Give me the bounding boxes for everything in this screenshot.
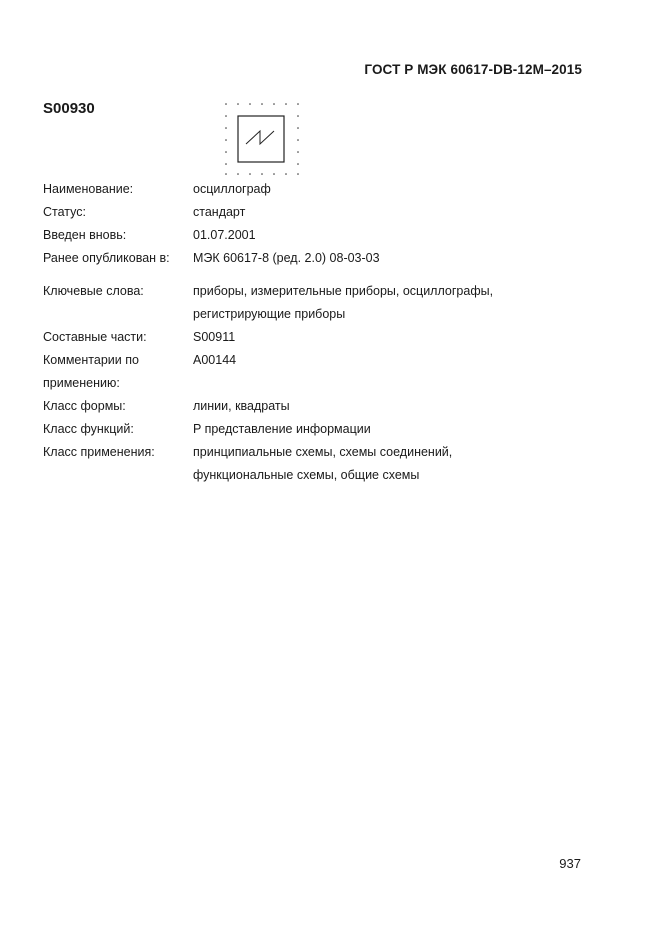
attribute-values	[193, 280, 493, 326]
attribute-values	[193, 247, 380, 270]
attribute-value: 01.07.2001	[193, 228, 256, 242]
page-number: 937	[559, 856, 581, 871]
attribute-row	[43, 418, 493, 441]
attribute-values	[193, 178, 271, 201]
attribute-row	[43, 395, 493, 418]
document-header: ГОСТ Р МЭК 60617-DB-12M–2015	[364, 62, 582, 77]
attribute-label: Класс применения:	[43, 445, 155, 459]
attribute-row	[43, 280, 493, 326]
attribute-label: применению:	[43, 376, 120, 390]
attribute-value: S00911	[193, 330, 236, 344]
attribute-values	[193, 224, 256, 247]
attribute-row	[43, 441, 493, 487]
attribute-values	[193, 349, 236, 372]
attribute-values	[193, 441, 452, 487]
attribute-row	[43, 178, 493, 201]
attribute-label: Класс формы:	[43, 399, 126, 413]
symbol-code: S00930	[43, 100, 95, 117]
attribute-value: регистрирующие приборы	[193, 307, 346, 321]
attribute-value: линии, квадраты	[193, 399, 290, 413]
attribute-value: A00144	[193, 353, 237, 367]
attribute-value: МЭК 60617-8 (ред. 2.0) 08-03-03	[193, 251, 380, 265]
attribute-label: Класс функций:	[43, 422, 134, 436]
attribute-label: Введен вновь:	[43, 228, 127, 242]
attribute-values	[193, 418, 371, 441]
attribute-value: функциональные схемы, общие схемы	[193, 468, 420, 482]
attribute-row	[43, 224, 493, 247]
attribute-value: приборы, измерительные приборы, осциллографы,	[193, 284, 494, 298]
attribute-values	[193, 326, 235, 349]
attribute-label: Наименование:	[43, 182, 134, 196]
attribute-table	[43, 178, 493, 487]
attribute-row	[43, 372, 493, 395]
attribute-label: Статус:	[43, 205, 86, 219]
attribute-label: Составные части:	[43, 330, 147, 344]
attribute-values	[193, 395, 290, 418]
oscilloscope-symbol-icon	[222, 100, 302, 180]
row-gap	[43, 270, 493, 280]
attribute-row	[43, 201, 493, 224]
attribute-label: Ранее опубликован в:	[43, 251, 170, 265]
attribute-value: осциллограф	[193, 182, 271, 196]
attribute-row	[43, 326, 493, 349]
attribute-row	[43, 349, 493, 372]
attribute-label: Комментарии по	[43, 353, 139, 367]
attribute-value: стандарт	[193, 205, 246, 219]
attribute-value: принципиальные схемы, схемы соединений,	[193, 445, 453, 459]
attribute-row	[43, 247, 493, 270]
attribute-values	[193, 201, 245, 224]
attribute-value: P представление информации	[193, 422, 371, 436]
attribute-label: Ключевые слова:	[43, 284, 144, 298]
